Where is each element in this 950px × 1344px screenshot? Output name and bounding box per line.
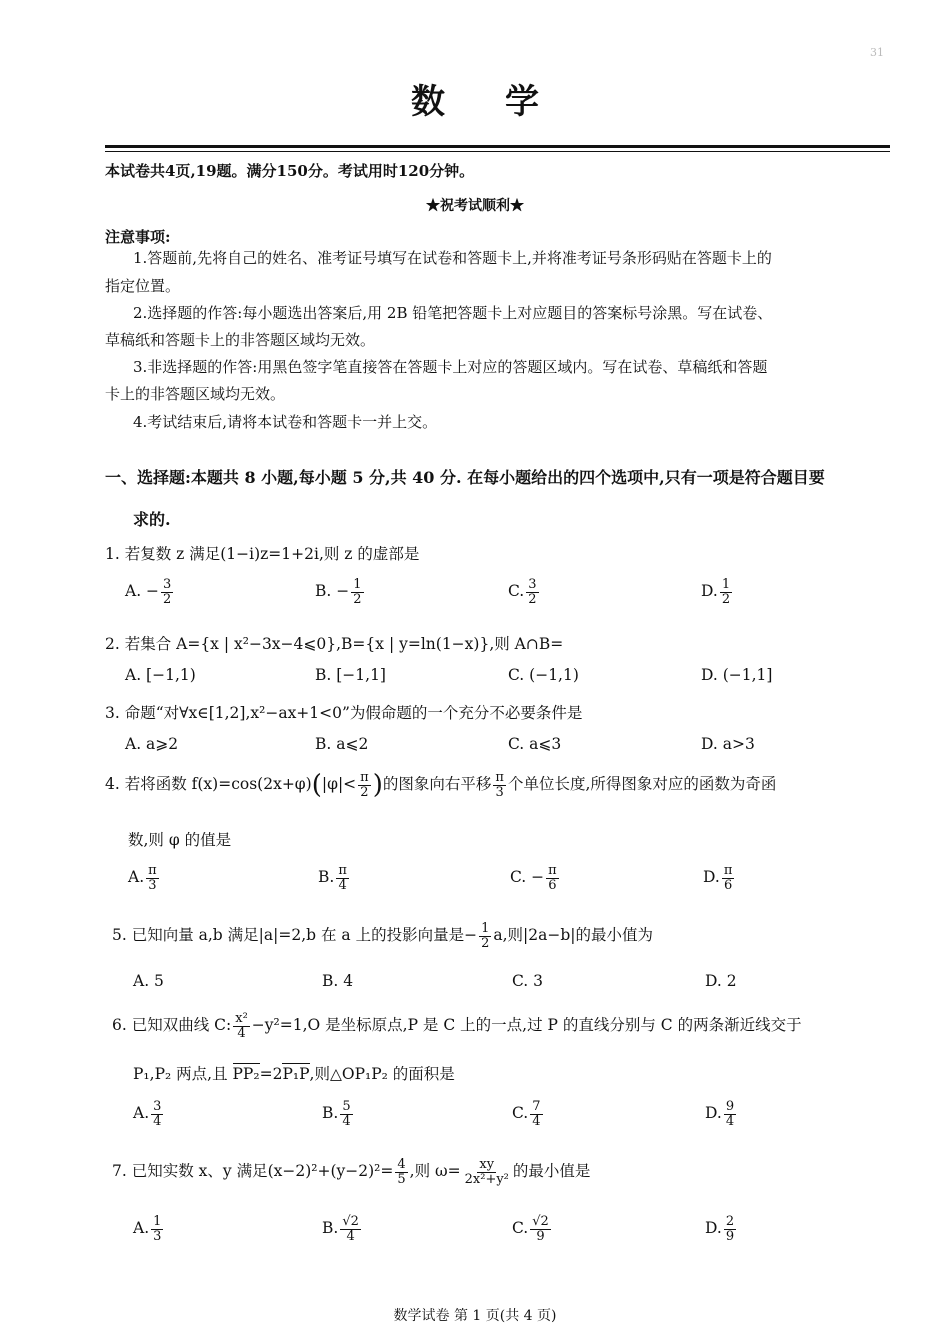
- notice-line: 1.答题前,先将自己的姓名、准考证号填写在试卷和答题卡上,并将准考证号条形码贴在答题卡上的: [133, 249, 772, 267]
- q5-option-b: B. 4: [322, 972, 354, 990]
- q6-option-a: A. $\frac{3}{4}$: [133, 1099, 162, 1129]
- notice-line: 草稿纸和答题卡上的非答题区域均无效。: [105, 331, 376, 349]
- q7-option-a: A. $\frac{1}{3}$: [133, 1214, 162, 1244]
- question-6-stem: 6. 已知双曲线 C: $\frac{\text{x²}}{4}$ −y²=1,O 是坐标原点,P 是 C 上的一点,过 P 的直线分别与 C 的两条渐近线交于: [112, 1011, 802, 1041]
- q5-option-c: C. 3: [512, 972, 544, 990]
- good-luck-banner: ★祝考试顺利★: [426, 198, 524, 214]
- q1-option-c: C. $\frac{3}{2}$: [508, 577, 537, 607]
- question-3-stem: 3. 命题“对∀x∈[1,2],x²−ax+1<0”为假命题的一个充分不必要条件是: [105, 704, 583, 722]
- question-5-stem: 5. 已知向量 a,b 满足|a|=2,b 在 a 上的投影向量是− $\frac{1}{2}$ a,则|2a−b|的最小值为: [112, 921, 653, 951]
- q7-option-c: C. $\frac{√2}{9}$: [512, 1214, 549, 1244]
- q4-option-b: B. $\frac{\pi}{4}$: [318, 863, 347, 893]
- q6-option-c: C. $\frac{7}{4}$: [512, 1099, 541, 1129]
- q3-option-b: B. a⩽2: [315, 735, 369, 753]
- question-1-stem: 1. 若复数 z 满足(1−i)z=1+2i,则 z 的虚部是: [105, 545, 420, 563]
- q7-option-d: D. $\frac{2}{9}$: [705, 1214, 735, 1244]
- q1-option-b: B. − $\frac{1}{2}$: [315, 577, 362, 607]
- title-rule-thin: [105, 151, 890, 152]
- question-6-stem-cont: P₁,P₂ 两点,且 PP₂=2P₁P,则△OP₁P₂ 的面积是: [133, 1065, 455, 1083]
- q4-option-a: A. $\frac{\pi}{3}$: [128, 863, 157, 893]
- notice-line: 2.选择题的作答:每小题选出答案后,用 2B 铅笔把答题卡上对应题目的答案标号涂黑。写在试卷、: [133, 304, 773, 322]
- q2-option-c: C. (−1,1): [508, 666, 579, 684]
- q6-option-d: D. $\frac{9}{4}$: [705, 1099, 735, 1129]
- question-4-stem: 4. 若将函数 f(x)=cos(2x+φ)(|φ|< $\frac{\pi}{2}$ )的图象向右平移 $\frac{\pi}{3}$ 个单位长度,所得图象对应的函数为奇函: [105, 769, 777, 800]
- notice-line: 卡上的非答题区域均无效。: [105, 385, 286, 403]
- question-2-stem: 2. 若集合 A={x | x²−3x−4⩽0},B={x | y=ln(1−x)},则 A∩B=: [105, 635, 564, 653]
- q3-option-c: C. a⩽3: [508, 735, 562, 753]
- title-rule-thick: [105, 145, 890, 148]
- question-7-stem: 7. 已知实数 x、y 满足(x−2)²+(y−2)²= $\frac{4}{5}$ ,则 ω= $\frac{xy}{\text{2x²+y²}}$ 的最小值是: [112, 1157, 591, 1187]
- q5-option-d: D. 2: [705, 972, 737, 990]
- q1-option-d: D. $\frac{1}{2}$: [701, 577, 731, 607]
- q2-option-d: D. (−1,1]: [701, 666, 773, 684]
- q3-option-a: A. a⩾2: [125, 735, 179, 753]
- q6-option-b: B. $\frac{5}{4}$: [322, 1099, 351, 1129]
- section-heading-cont: 求的.: [133, 510, 171, 529]
- corner-mark: 31: [870, 46, 884, 59]
- question-4-stem-cont: 数,则 φ 的值是: [128, 831, 232, 849]
- q4-option-c: C. − $\frac{\pi}{6}$: [510, 863, 557, 893]
- section-heading: 一、选择题:本题共 8 小题,每小题 5 分,共 40 分. 在每小题给出的四个选项中,只有一项是符合题目要: [105, 468, 825, 487]
- q2-option-a: A. [−1,1): [125, 666, 196, 684]
- q3-option-d: D. a>3: [701, 735, 755, 753]
- notice-line: 3.非选择题的作答:用黑色签字笔直接答在答题卡上对应的答题区域内。写在试卷、草稿纸和答题: [133, 358, 768, 376]
- vector-p1p: P₁P: [282, 1065, 310, 1083]
- notice-line: 4.考试结束后,请将本试卷和答题卡一并上交。: [133, 413, 438, 431]
- page-title: 数学: [411, 82, 599, 122]
- exam-info: 本试卷共4页,19题。满分150分。考试用时120分钟。: [105, 162, 475, 180]
- notice-heading: 注意事项:: [105, 228, 171, 246]
- q7-option-b: B. $\frac{√2}{4}$: [322, 1214, 359, 1244]
- notice-line: 指定位置。: [105, 277, 181, 295]
- q2-option-b: B. [−1,1]: [315, 666, 386, 684]
- vector-pp2: PP₂: [232, 1065, 260, 1083]
- q1-option-a: A. − $\frac{3}{2}$: [125, 577, 172, 607]
- q4-option-d: D. $\frac{\pi}{6}$: [703, 863, 733, 893]
- page-footer: 数学试卷 第 1 页(共 4 页): [393, 1308, 557, 1324]
- q5-option-a: A. 5: [133, 972, 164, 990]
